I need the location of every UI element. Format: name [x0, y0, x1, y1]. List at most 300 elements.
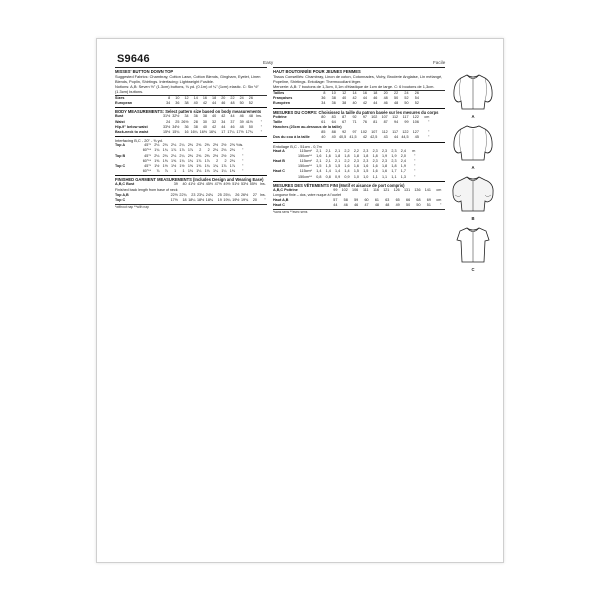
table-cell: 1,6 — [363, 164, 369, 169]
table-cell: 2½ — [212, 153, 219, 158]
table-cell: 36 — [184, 124, 189, 129]
table-cell: 22 — [394, 91, 399, 95]
table-cell: 18¾ — [205, 197, 213, 202]
table-cell: 46 — [343, 203, 348, 208]
row-label — [115, 169, 137, 174]
table-cell: ⅞ — [156, 169, 160, 174]
table-cell: 55½ — [249, 182, 257, 187]
table-cell: " — [241, 153, 244, 158]
table-cell: 116 — [373, 187, 379, 192]
table-cell: 88 — [331, 130, 336, 135]
table-cell: 66 — [406, 198, 411, 203]
table-cell: 28 — [193, 119, 198, 124]
table-cell: 2⅜ — [204, 153, 210, 158]
table-cell: 38 — [331, 96, 336, 101]
table-cell: 102 — [371, 114, 378, 119]
table-cell: cm — [436, 187, 442, 192]
table-cell: 2,1 — [335, 148, 341, 153]
table-cell: 1,8 — [381, 164, 388, 169]
view-label: B — [471, 216, 475, 221]
table-cell: 33½ — [163, 124, 171, 129]
table-cell: 112 — [392, 114, 399, 119]
row-label — [273, 175, 295, 180]
table-cell: 85 — [321, 130, 326, 135]
table-cell: 46 — [383, 101, 388, 106]
table-cell: 2⅛ — [212, 148, 219, 153]
table-cell: 26½ — [240, 192, 249, 197]
table-cell: 25 — [217, 192, 222, 197]
table-cell: 2,3 — [391, 148, 397, 153]
french-finished-length-table — [273, 198, 445, 208]
table-cell: 122 — [412, 114, 419, 119]
table-cell: 45 — [414, 135, 419, 140]
table-cell: 16 — [184, 130, 189, 135]
table-cell: 111 — [362, 187, 369, 192]
table-cell: m — [412, 148, 416, 153]
table-cell: 48 — [239, 124, 244, 129]
view-label: A — [471, 114, 475, 119]
table-cell: 38 — [193, 124, 198, 129]
table-cell: 1 — [182, 169, 185, 174]
french-body-table — [273, 115, 445, 141]
table-cell: 115cm* — [299, 169, 312, 174]
table-cell: 16½ — [199, 130, 207, 135]
table-row — [115, 169, 267, 174]
pattern-number: S9646 — [117, 53, 150, 65]
table-cell: 16¼ — [190, 130, 198, 135]
table-cell: 127 — [412, 130, 419, 135]
table-cell: 40 — [342, 96, 347, 101]
table-cell: 2,3 — [391, 159, 397, 164]
table-cell: " — [427, 135, 430, 140]
table-row — [115, 101, 267, 106]
table-cell: 2,3 — [381, 159, 388, 164]
table-row — [115, 130, 267, 135]
english-column — [115, 69, 267, 210]
table-cell: 41½ — [245, 119, 253, 124]
table-cell: 1½ — [179, 164, 185, 169]
pattern-envelope-back — [96, 38, 504, 563]
table-cell: 1⅞ — [187, 148, 193, 153]
table-cell: 2,0 — [400, 153, 406, 158]
table-cell: " — [413, 164, 416, 169]
table-cell: 31½ — [163, 114, 171, 119]
row-label: Tailles — [273, 91, 285, 95]
table-cell: 36 — [193, 114, 198, 119]
table-cell: 40 — [321, 135, 326, 140]
table-cell: 1,6 — [325, 153, 331, 158]
row-label: Back-neck to waist — [115, 130, 149, 135]
table-cell: 45"* — [144, 153, 151, 158]
table-cell: 1¾ — [162, 148, 168, 153]
table-cell: 2,3 — [363, 159, 369, 164]
table-cell: 83 — [331, 114, 336, 119]
table-cell: 51½ — [232, 182, 240, 187]
table-cell: 44 — [394, 135, 399, 140]
table-cell: " — [260, 119, 263, 124]
table-cell: 2⅝ — [229, 153, 235, 158]
table-cell: 2⅜ — [204, 143, 210, 148]
row-label: Sizes — [115, 96, 125, 100]
table-cell: 23 — [191, 192, 196, 197]
table-cell: 59 — [354, 198, 359, 203]
table-cell: 30 — [202, 119, 207, 124]
table-cell: 2 — [207, 148, 210, 153]
table-cell: 60"** — [142, 169, 151, 174]
table-cell: 1,9 — [381, 153, 388, 158]
table-cell: 44 — [333, 203, 338, 208]
table-cell: 115cm* — [299, 159, 312, 164]
english-finished-length-table — [115, 193, 267, 203]
table-cell: 15¾ — [172, 130, 180, 135]
table-cell: 115cm* — [299, 148, 312, 153]
table-cell: 60 — [364, 198, 369, 203]
table-cell: 46 — [239, 114, 244, 119]
table-cell: 102 — [360, 130, 367, 135]
table-cell: 24 — [166, 119, 171, 124]
french-size-table — [273, 91, 445, 107]
table-cell: 2¼ — [179, 153, 185, 158]
french-body-title: MESURES DU CORPS: Choisissez la taille du patron basée sur les mesures du corps — [273, 109, 439, 115]
table-cell: 2,1 — [316, 148, 322, 153]
table-cell: 43½ — [197, 182, 205, 187]
table-cell: 92 — [342, 130, 347, 135]
french-footnote: *sans sens **avec sens — [273, 210, 308, 215]
row-label: Top A — [115, 143, 126, 148]
table-cell: 38 — [342, 101, 347, 106]
table-cell: 2⅝ — [229, 143, 235, 148]
table-cell: 2,1 — [316, 159, 322, 164]
table-cell: 2,3 — [363, 148, 369, 153]
table-cell: 45"* — [144, 164, 151, 169]
table-cell: " — [241, 169, 244, 174]
table-cell: " — [241, 148, 244, 153]
table-cell: 16 — [202, 96, 207, 100]
table-cell: 19 — [217, 197, 222, 202]
english-finished-title: FINISHED GARMENT MEASUREMENTS (Includes Design and Wearing Ease) — [115, 177, 264, 183]
table-cell: 20 — [252, 197, 257, 202]
table-cell: 1⅛ — [204, 169, 210, 174]
table-cell: 48 — [248, 114, 253, 119]
table-cell: 1¾ — [187, 158, 193, 163]
row-label: Bust — [115, 114, 124, 119]
table-cell: " — [264, 197, 266, 202]
table-cell: 44 — [373, 101, 378, 106]
table-cell: 1⅝ — [154, 158, 160, 163]
table-cell: 1,6 — [372, 169, 378, 174]
table-cell: 2⅛ — [154, 143, 160, 148]
table-cell: 17 — [221, 130, 226, 135]
table-cell: 46 — [373, 96, 378, 101]
table-cell: 8 — [323, 91, 326, 95]
french-interfacing: Entoilage B,C - 51cm - 0,7m — [273, 143, 322, 149]
table-cell: 1⅞ — [221, 164, 227, 169]
table-cell: 18 — [373, 91, 378, 95]
row-label: Waist — [115, 119, 125, 124]
table-cell: 69 — [426, 198, 431, 203]
table-cell: 2⅛ — [229, 158, 235, 163]
table-cell: Ins. — [256, 114, 263, 119]
table-cell: 24 — [404, 91, 409, 95]
table-cell: 94 — [394, 119, 399, 124]
table-cell: 18 — [182, 197, 187, 202]
table-cell: 1⅞ — [204, 158, 210, 163]
table-cell: " — [413, 153, 416, 158]
table-cell: 42 — [352, 96, 357, 101]
french-finished-title: MESURES DES VÊTEMENTS FINI (Motif et aisance de port compris) — [273, 182, 405, 188]
table-cell: " — [413, 174, 416, 179]
table-cell: " — [260, 124, 263, 129]
table-cell: 34½ — [172, 124, 180, 129]
table-cell: 1,7 — [400, 169, 406, 174]
table-cell: 2½ — [212, 143, 219, 148]
table-cell: 20 — [221, 96, 226, 100]
table-cell: 1,3 — [400, 174, 406, 179]
table-cell: 1,5 — [316, 164, 322, 169]
table-cell: " — [260, 130, 263, 135]
table-cell: " — [427, 119, 430, 124]
table-cell: 18½ — [197, 197, 205, 202]
table-cell: 42 — [221, 114, 226, 119]
table-cell: ⅞ — [164, 169, 168, 174]
table-cell: 117 — [402, 114, 409, 119]
table-cell: 1⅛ — [196, 169, 202, 174]
table-cell: 2½ — [221, 143, 227, 148]
row-label: Taille — [273, 119, 283, 124]
table-cell: 39 — [173, 182, 178, 187]
table-cell: 48 — [385, 203, 390, 208]
table-cell: 34 — [166, 101, 171, 106]
table-cell: 57 — [333, 198, 338, 203]
table-cell: 1,6 — [353, 164, 359, 169]
row-label: Haut B — [273, 159, 285, 164]
table-cell: 1⅛ — [187, 169, 193, 174]
table-cell: 63 — [385, 198, 390, 203]
table-cell: 19½ — [232, 197, 240, 202]
table-cell: 1⅞ — [196, 158, 202, 163]
table-cell: 48 — [394, 101, 399, 106]
level-french: Facile — [433, 60, 446, 65]
table-cell: 40 — [331, 135, 336, 140]
row-label: Hanches (23cm au-dessous de la taille) — [273, 125, 342, 130]
table-cell: 45"* — [144, 143, 151, 148]
table-cell: Yds. — [235, 143, 244, 148]
table-cell: 45½ — [205, 182, 213, 187]
table-cell: 40,5 — [338, 135, 347, 140]
table-cell: 42 — [362, 135, 367, 140]
table-cell: 49½ — [223, 182, 231, 187]
table-cell: 2,2 — [353, 148, 359, 153]
table-cell: 97 — [362, 114, 367, 119]
table-cell: 1,0 — [353, 174, 359, 179]
table-cell: 122 — [402, 130, 409, 135]
table-cell: 2,4 — [400, 159, 406, 164]
table-cell: 52 — [414, 101, 419, 106]
table-cell: 2⅜ — [187, 153, 193, 158]
table-cell: 60"** — [142, 158, 151, 163]
blouse-line-drawing-icon — [449, 120, 497, 166]
table-cell: 17¼ — [227, 130, 235, 135]
table-cell: 40 — [202, 124, 207, 129]
table-cell: 1,7 — [391, 169, 397, 174]
table-cell: 1,5 — [363, 169, 369, 174]
table-cell: 0,9 — [335, 174, 341, 179]
table-cell: 50 — [239, 101, 244, 106]
table-cell: 2,1 — [325, 148, 331, 153]
table-cell: 1½ — [162, 164, 168, 169]
table-cell: 18 — [212, 96, 217, 100]
table-cell: cm — [436, 198, 442, 203]
table-cell: 42,5 — [370, 135, 378, 140]
table-cell: 42 — [362, 101, 367, 106]
table-cell: 50 — [404, 101, 409, 106]
table-cell: 1¾ — [204, 164, 210, 169]
table-cell: 68 — [416, 198, 421, 203]
table-cell: 1⅝ — [196, 164, 202, 169]
table-cell: 48 — [383, 96, 388, 101]
table-cell: 40 — [182, 182, 187, 187]
table-cell: 17½ — [236, 130, 244, 135]
table-row — [273, 203, 445, 208]
table-cell: " — [427, 130, 430, 135]
table-cell: 136 — [414, 187, 421, 192]
table-cell: 1,6 — [372, 164, 378, 169]
table-cell: 1⅞ — [171, 148, 177, 153]
french-yardage-table — [273, 149, 445, 180]
table-cell: 102 — [341, 187, 348, 192]
table-cell: 44 — [362, 96, 367, 101]
table-cell: 92 — [352, 114, 357, 119]
table-cell: 1,4 — [316, 169, 322, 174]
table-cell: 2⅜ — [196, 153, 202, 158]
table-cell: 1,8 — [391, 164, 397, 169]
table-cell: 22¾ — [179, 192, 187, 197]
table-cell: " — [241, 164, 244, 169]
table-cell: " — [413, 169, 416, 174]
table-cell: 150cm** — [298, 164, 312, 169]
table-cell: 44 — [212, 101, 217, 106]
table-cell: 81 — [373, 119, 378, 124]
table-cell: 65 — [395, 198, 400, 203]
table-cell: 80 — [321, 114, 326, 119]
table-cell: 112 — [381, 130, 388, 135]
table-cell: 26 — [235, 192, 240, 197]
level-english: Easy — [263, 60, 274, 65]
table-cell: 32½ — [172, 114, 180, 119]
row-label: Haut A — [273, 148, 285, 153]
table-cell: 2 — [224, 158, 227, 163]
table-cell: 99 — [404, 119, 409, 124]
row-label: Top C — [115, 164, 126, 169]
french-finished-length-label: Longueur finie – dos, votre nuque à l'ourlet — [273, 193, 342, 198]
table-cell: 1⅝ — [162, 158, 168, 163]
table-cell: 10 — [175, 96, 180, 100]
table-cell: 1¾ — [154, 148, 160, 153]
table-cell: 87 — [383, 119, 388, 124]
table-cell: 40 — [352, 101, 357, 106]
table-cell: 43 — [383, 135, 388, 140]
table-cell: 1 — [174, 169, 177, 174]
table-cell: 52 — [248, 101, 253, 106]
table-row — [115, 198, 267, 203]
table-cell: 1¾ — [212, 164, 219, 169]
table-cell: 26 — [248, 96, 253, 100]
table-cell: 1,8 — [363, 153, 369, 158]
table-cell: 2⅜ — [196, 143, 202, 148]
table-cell: " — [413, 159, 416, 164]
table-cell: 1,1 — [381, 174, 388, 179]
table-cell: 97 — [352, 130, 357, 135]
table-cell: 1⅝ — [187, 164, 193, 169]
table-cell: 106 — [352, 187, 359, 192]
view-a-back-drawing — [449, 120, 497, 166]
table-row — [273, 175, 445, 180]
table-cell: 51 — [426, 203, 431, 208]
english-interfacing: Interfacing B,C - 20" - ⅝ yd. — [115, 138, 163, 144]
english-title: MISSES' BUTTON DOWN TOP — [115, 69, 174, 74]
english-body-title: BODY MEASUREMENTS: Select pattern size based on body measurements — [115, 109, 262, 115]
table-cell: 1½ — [154, 164, 160, 169]
table-cell: 53½ — [240, 182, 249, 187]
table-cell: 25¼ — [223, 192, 231, 197]
table-cell: Ins. — [259, 182, 266, 187]
table-cell: 2,1 — [325, 159, 331, 164]
table-cell: cm — [424, 114, 430, 119]
table-cell: 1½ — [171, 164, 177, 169]
english-finished-bust-label: A,B,C Bust — [115, 182, 135, 187]
english-body-table — [115, 114, 267, 135]
table-cell: 46 — [221, 101, 226, 106]
blouse-line-drawing-icon — [449, 69, 497, 115]
table-cell: 107 — [371, 130, 378, 135]
table-cell: 47 — [364, 203, 369, 208]
row-label: Françaises — [273, 96, 293, 101]
table-cell: 1,6 — [381, 169, 388, 174]
table-cell: 1,8 — [344, 153, 350, 158]
row-label: Haut C — [273, 169, 285, 174]
table-cell: 1¼ — [212, 169, 219, 174]
table-cell: 8 — [168, 96, 171, 100]
french-finished-bust-label: A,B,C Poitrine — [273, 187, 298, 192]
table-cell: 34 — [184, 114, 189, 119]
table-cell: 2,4 — [400, 148, 406, 153]
table-cell: 24¾ — [205, 192, 213, 197]
row-label: Top A,B — [115, 192, 129, 197]
table-cell: 1,8 — [353, 153, 359, 158]
table-cell: 1⅜ — [229, 169, 235, 174]
table-cell: 27 — [252, 192, 257, 197]
table-cell: 34 — [221, 119, 226, 124]
table-cell: 1,6 — [344, 164, 350, 169]
table-cell: 37 — [230, 119, 235, 124]
table-cell: 22½ — [170, 192, 178, 197]
table-cell: 0,8 — [316, 174, 322, 179]
table-cell: 38 — [184, 101, 189, 106]
table-cell: 42 — [202, 101, 207, 106]
table-cell: 2⅛ — [162, 143, 168, 148]
french-column — [273, 69, 445, 215]
table-cell: 16¾ — [208, 130, 217, 135]
table-cell: 107 — [381, 114, 388, 119]
table-cell: 99 — [333, 187, 338, 192]
table-cell: 1,4 — [325, 169, 331, 174]
table-cell: 26½ — [181, 119, 189, 124]
table-cell: 50 — [406, 203, 411, 208]
table-cell: 1,0 — [363, 174, 369, 179]
table-cell: 47½ — [214, 182, 222, 187]
table-row — [273, 135, 445, 140]
table-cell: 24 — [239, 96, 244, 100]
